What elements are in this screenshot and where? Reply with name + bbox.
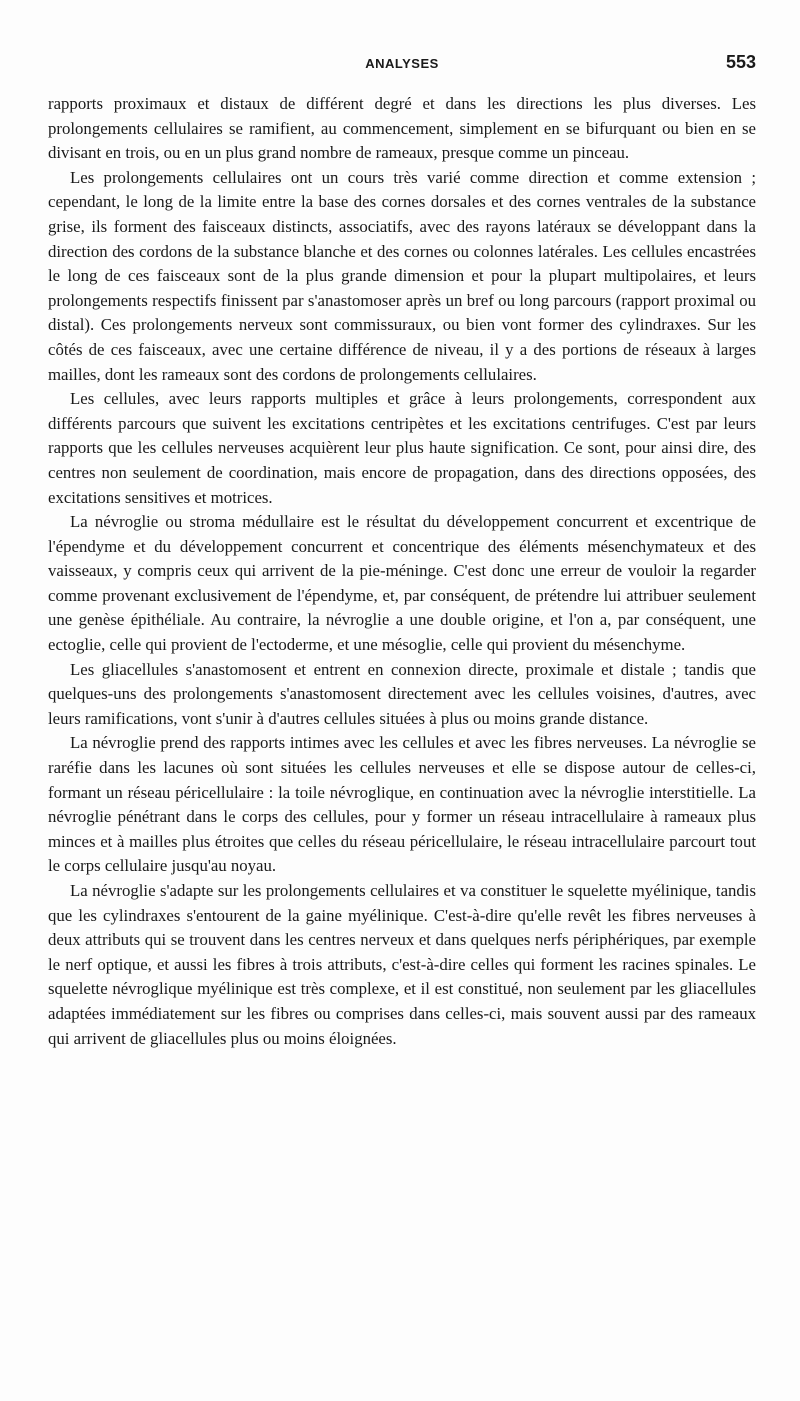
page-number: 553: [725, 52, 756, 72]
paragraph: La névroglie prend des rapports intimes avec les cellules et avec les fibres nerveuses. La névroglie se raréfie dans les lacunes où sont situées les cellules nerveuses et elle se dispose autour de celles-ci, formant un réseau péricellulaire : la toile névroglique, en continuation avec la névroglie interstitielle. La névroglie pénétrant dans le corps des cellules, pour y former un réseau intracellulaire à rameaux plus minces et à mailles plus étroites que celles du réseau péricellulaire, le réseau intracellulaire parcourt tout le corps cellulaire jusqu'au noyau.: [48, 733, 756, 876]
page-header: [48, 52, 756, 76]
paragraph: Les prolongements cellulaires ont un cours très varié comme direction et comme extension ; cependant, le long de la limite entre la base des cornes dorsales et des cornes ventrales de la substance grise, ils forment des faisceaux distincts, associatifs, avec des rayons latéraux se développant dans la direction des cordons de la substance blanche et des cornes ou colonnes latérales. Les cellules encastrées le long de ces faisceaux sont de la plus grande dimension et pour la plupart multipolaires, et leurs prolongements respectifs finissent par s'anastomoser après un bref ou long parcours (rapport proximal ou distal). Ces prolongements nerveux sont commissuraux, ou bien vont former des cylindraxes. Sur les côtés de ces faisceaux, avec une certaine différence de niveau, il y a des portions de réseaux à larges mailles, dont les rameaux sont des cordons de prolongements cellulaires.: [48, 167, 756, 384]
running-title: ANALYSES: [365, 56, 439, 71]
paragraph: Les cellules, avec leurs rapports multiples et grâce à leurs prolongements, correspondent aux différents parcours que suivent les excitations centripètes et les excitations centrifuges. C'est par leurs rapports que les cellules nerveuses acquièrent leur plus haute signification. Ce sont, pour ainsi dire, des centres non seulement de coordination, mais encore de propagation, dans des directions opposées, des excitations sensitives et motrices.: [48, 389, 756, 507]
paragraph: Les gliacellules s'anastomosent et entrent en connexion directe, proximale et distale ; tandis que quelques-uns des prolongements s'anastomosent directement avec les cellules voisines, d'autres, avec leurs ramifications, vont s'unir à d'autres cellules situées à plus ou moins grande distance.: [48, 659, 756, 728]
body-text: [48, 92, 756, 1051]
paragraph: La névroglie ou stroma médullaire est le résultat du développement concurrent et excentrique de l'épendyme et du développement concurrent et concentrique des éléments mésenchymateux et des vaisseaux, y compris ceux qui arrivent de la pie-méninge. C'est donc une erreur de vouloir la regarder comme provenant exclusivement de l'épendyme, et, par conséquent, de prétendre lui attribuer seulement une genèse épithéliale. Au contraire, la névroglie a une double origine, et l'on a, par conséquent, une ectoglie, celle qui provient de l'ectoderme, et une mésoglie, celle qui provient du mésenchyme.: [48, 512, 756, 655]
paragraph: La névroglie s'adapte sur les prolongements cellulaires et va constituer le squelette myélinique, tandis que les cylindraxes s'entourent de la gaine myélinique. C'est-à-dire qu'elle revêt les fibres nerveuses à deux attributs qui se trouvent dans les centres nerveux et dans quelques nerfs périphériques, par exemple le nerf optique, et aussi les fibres à trois attributs, c'est-à-dire celles qui forment les racines spinales. Le squelette névroglique myélinique est très complexe, et il est constitué, non seulement par les gliacellules adaptées immédiatement sur les fibres ou comprises dans celles-ci, mais souvent aussi par des rameaux qui arrivent de gliacellules plus ou moins éloignées.: [48, 881, 756, 1048]
paragraph: rapports proximaux et distaux de différent degré et dans les directions les plus diverses. Les prolongements cellulaires se ramifient, au commencement, simplement en se bifurquant ou bien en se divisant en trois, ou en un plus grand nombre de rameaux, presque comme un pinceau.: [48, 94, 756, 163]
